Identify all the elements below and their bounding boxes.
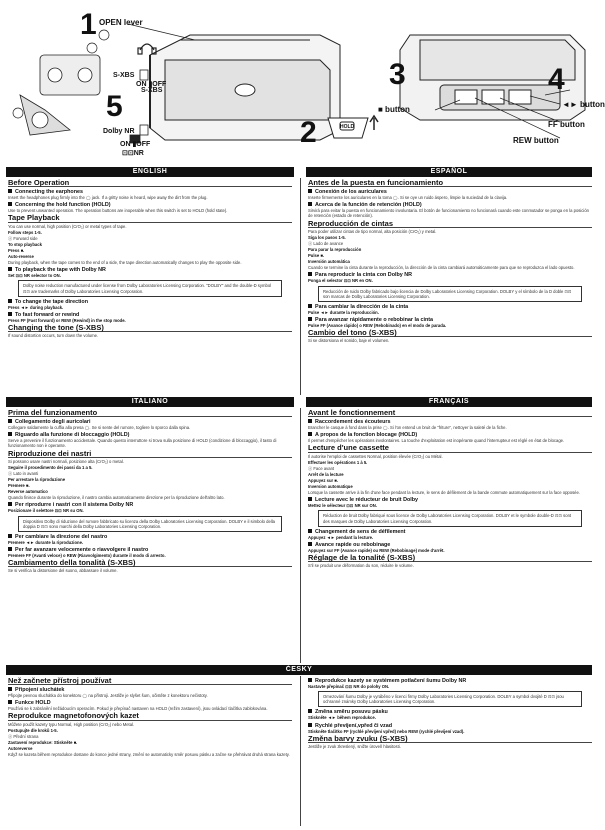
subheading: Lecture avec le réducteur de bruit Dolby — [308, 497, 592, 503]
paragraph: Brancher le casque à fond dans la prise ◯. Si l'on entend un bruit de "friture", nettoyer la saleté de la fiche. — [308, 425, 507, 431]
paragraph: Posizionare il selettore ⊡⊡ NR su ON. — [8, 508, 84, 514]
paragraph: Mettez le sélecteur ⊡⊡ NR sur ON. — [308, 503, 377, 509]
cesky-column-right — [308, 676, 592, 750]
step-1-number: 1 — [80, 8, 97, 41]
heading-changing-tone: Změna barvy zvuku (S-XBS) — [308, 736, 592, 743]
heading-before-operation: Before Operation — [8, 180, 292, 187]
paragraph: Autoreverse — [8, 745, 33, 751]
paragraph: Collegare saldamente la cuffia alla presa ◯. Se si sente del rumore, togliere lo sporco dalla spina. — [8, 425, 191, 431]
paragraph: Premere ◄► durante la riproduzione. — [8, 539, 84, 545]
italiano-column — [8, 408, 292, 574]
subheading: Per riprodurre i nastri con il sistema Dolby NR — [8, 502, 292, 508]
hold-switch-label: HOLD — [340, 124, 355, 130]
heading-before-operation: Antes de la puesta en funcionamiento — [308, 180, 592, 187]
subheading: Avance rapide ou rebobinage — [308, 542, 592, 548]
paragraph: Cuando se termine la cinta durante la reproducción, la dirección de la cinta cambiará automáticamente para que se reproduzca el lado opuesto. — [308, 265, 575, 271]
paragraph: Press FF (Fast forward) or REW (Rewind) in the stop mode. — [8, 317, 126, 323]
step-3-number: 3 — [389, 58, 406, 91]
section-cesky: ČESKY — [6, 665, 592, 675]
francais-column — [308, 408, 592, 569]
subheading: Reprodukce kazety se systémem potlačení šumu Dolby NR — [308, 678, 592, 684]
column-divider — [300, 408, 301, 663]
subheading: Para avanzar rápidamente o rebobinar la cinta — [308, 317, 592, 323]
instruction-figure — [0, 0, 605, 160]
paragraph: Premere FF (Avanti veloce) o REW (Riavvolgimento) durante il modo di arresto. — [8, 552, 166, 558]
paragraph: Use to prevent unwanted operation. The operation buttons are inoperable when this switch is set to HOLD (hold state). — [8, 208, 228, 214]
heading-tape-playback: Lecture d'une cassette — [308, 445, 592, 452]
column-divider — [300, 676, 301, 826]
espanol-column — [308, 178, 592, 344]
paragraph: Para poder utilizar cintas de tipo normal, alta posición (CrO₂) y metal. — [308, 228, 437, 234]
heading-tape-playback: Riproduzione dei nastri — [8, 451, 292, 458]
paragraph: Reverse automatico — [8, 489, 48, 495]
paragraph: ⓐ Lato in avanti — [8, 470, 39, 476]
subheading: Changement de sens de défilement — [308, 529, 592, 535]
dolby-notice: Dispositivo Dolby di riduzione del rumore fabbricato su licenza della Dolby Laboratories Licensing Corporation. DOLBY e il simbolo della doppia D ⊡⊡ sono marchi della Dolby Laboratories Licensing Corporation. — [18, 516, 282, 532]
subheading: Para reproducir la cinta con Dolby NR — [308, 272, 592, 278]
section-espanol: ESPAÑOL — [306, 167, 592, 177]
subheading: Funkce HOLD — [8, 700, 292, 706]
subheading: Acerca de la función de retención (HOLD) — [308, 202, 592, 208]
heading-changing-tone: Cambio del tono (S-XBS) — [308, 330, 592, 337]
nr-on-off-label: ON ▮OFF — [120, 141, 151, 148]
paragraph: Nastavte přepínač ⊡⊡ NR do polohy ON. — [308, 684, 390, 690]
subheading: To change the tape direction — [8, 299, 292, 305]
paragraph: Když se kazeta během reprodukce dostane do konce jedné strany, změní se automaticky směr posuvu pásku a začne se přehrávat druhá strana kazety. — [8, 752, 290, 758]
heading-tape-playback: Reprodukce magnetofonových kazet — [8, 713, 292, 720]
paragraph: Si possono usare nastri normali, posizione alta (CrO₂) o metal. — [8, 458, 124, 464]
paragraph: Můžete použít kazety typu Normal, High position (CrO₂) nebo Metal. — [8, 721, 135, 727]
paragraph: ⓐ Face avant — [308, 465, 335, 471]
paragraph: Inversión automática — [308, 259, 350, 265]
step-2-number: 2 — [300, 116, 317, 149]
paragraph: Quando finisce durante la riproduzione, il nastro cambia automaticamente direzione per la riproduzione dell'altro lato. — [8, 495, 225, 501]
subheading: Para cambiar la dirección de la cinta — [308, 304, 592, 310]
paragraph: To stop playback — [8, 241, 42, 247]
paragraph: Pulse FF (Avance rápido) o REW (Rebobinado) en el modo de parada. — [308, 322, 447, 328]
heading-before-operation: Prima del funzionamento — [8, 410, 292, 417]
paragraph: Appuyez sur ■. — [308, 477, 338, 483]
subheading: Connecting the earphones — [8, 189, 292, 195]
dolby-notice: Dolby noise reduction manufactured under license from Dolby Laboratories Licensing Corporation. "DOLBY" and the double-D symbol ⊡⊡ are trademarks of Dolby Laboratories Licensing Corporation. — [18, 280, 282, 296]
paragraph: Set ⊡⊡ NR selector to ON. — [8, 273, 61, 279]
paragraph: Stiskněte ◄► během reprodukce. — [308, 715, 376, 721]
sxbs-label: S-XBS — [113, 72, 135, 79]
heading-before-operation: Než začnete přístroj používat — [8, 678, 292, 685]
paragraph: Appuyez sur FF (Avance rapide) ou REW (Rebobinage) mode d'arrêt. — [308, 547, 445, 553]
stop-button-label: ■ button — [378, 105, 410, 114]
paragraph: Siga los pasos 1-5. — [308, 234, 346, 240]
paragraph: Ponga el selector ⊡⊡ NR en ON. — [308, 278, 373, 284]
paragraph: Si se distorsiona el sonido, baje el volumen. — [308, 338, 390, 344]
subheading: Collegamento degli auricolari — [8, 419, 292, 425]
dolby-notice: Reducción de ruido Dolby fabricado bajo licencia de Dolby Laboratories Licensing Corporation. DOLBY y el símbolo de la D doble ⊡⊡ son marcas de Dolby Laboratories Licensing Corporation. — [318, 286, 582, 302]
paragraph: Stiskněte tlačítko FF (rychlé převíjení vpřed) nebo REW (rychlé převíjení vzad). — [308, 728, 465, 734]
heading-changing-tone: Cambiamento della tonalità (S-XBS) — [8, 560, 292, 567]
paragraph: Jestliže je zvuk zkreslený, snižte úroveň hlasitosti. — [308, 743, 401, 749]
paragraph: During playback, when the tape comes to the end of a side, the tape direction automatically changes to play the opposite side. — [8, 260, 242, 266]
subheading: To playback the tape with Dolby NR — [8, 267, 292, 273]
section-francais: FRANÇAIS — [306, 397, 592, 407]
subheading: A propos de la fonction blocage (HOLD) — [308, 432, 592, 438]
paragraph: ⓐ Lado de avance — [308, 240, 344, 246]
heading-before-operation: Avant le fonctionnement — [308, 410, 592, 417]
cesky-column-left — [8, 676, 292, 758]
paragraph: If sound distortion occurs, turn down the volume. — [8, 333, 99, 339]
paragraph: Appuyez ◄► pendant la lecture. — [308, 534, 374, 540]
heading-tape-playback: Reproducción de cintas — [308, 221, 592, 228]
paragraph: Il permet d'empêcher les opérations involontaires. La touche d'exploitation est inopérante quand l'interrupteur est réglé en état de blocage. — [308, 438, 565, 444]
paragraph: Inserte firmemente los auriculares en la toma ◯. Si se oye un ruido áspero, limpie la suciedad de la clavija. — [308, 195, 508, 201]
dolby-nr-symbol-label: ⊡⊡NR — [122, 150, 144, 157]
paragraph: Používá se k zabránění nežádoucím operacím. Pokud je přepínač nastaven na HOLD (režim zastavení), jsou ovládací tlačítka zablokována. — [8, 706, 268, 712]
heading-changing-tone: Changing the tone (S-XBS) — [8, 325, 292, 332]
paragraph: Zastavení reprodukce: Stiskněte ■. — [8, 739, 78, 745]
section-italiano: ITALIANO — [6, 397, 294, 407]
paragraph: Sirvirá para evitar la puesta en funcionamiento involuntaria. El botón de funcionamiento no funcionará cuando este conmutador se ponga en la posición de retención (estado de retención). — [308, 208, 589, 219]
paragraph: Seguire il procedimento dei passi da 1 a 5. — [8, 464, 93, 470]
paragraph: Premere ■. — [8, 483, 30, 489]
open-lever-label: OPEN lever — [99, 18, 143, 27]
subheading: Rychlé převíjení,vpřed či vzad — [308, 723, 592, 729]
sxbs-label-2: S-XBS — [141, 87, 163, 94]
subheading: Riguardo alla funzione di bloccaggio (HOLD) — [8, 432, 292, 438]
subheading: Připojení sluchátek — [8, 687, 292, 693]
paragraph: Postupujte dle kroků 1-5. — [8, 727, 58, 733]
subheading: Per cambiare la direzione del nastro — [8, 534, 292, 540]
direction-button-label: ◄► button — [562, 100, 605, 109]
heading-tape-playback: Tape Playback — [8, 215, 292, 222]
rew-button-label: REW button — [513, 136, 559, 145]
paragraph: Připojte pevnou sluchátka do konektoru ◯ na přístroji. Jestliže je slyšet šum, očistěte z konektoru nečistoty. — [8, 693, 208, 699]
english-column — [8, 178, 292, 339]
paragraph: Effectuer les opérations 1 à 5. — [308, 459, 368, 465]
sxbs-on-off-label: ON ▮OFF — [136, 81, 167, 88]
subheading: To fast forward or rewind — [8, 312, 292, 318]
ff-button-label: FF button — [548, 120, 585, 129]
paragraph: Serve a prevenire il funzionamento accidentale. Quando questo interruttore si trova sulla posizione di HOLD (condizione di bloccaggio), il tasto di funzionamento non è operante. — [8, 438, 277, 449]
paragraph: Follow steps 1-5. — [8, 229, 42, 235]
step-4-number: 4 — [548, 63, 565, 96]
paragraph: Pulse ◄► durante la reproducción. — [308, 309, 379, 315]
paragraph: Para parar la reproducción — [308, 246, 362, 252]
paragraph: Press ■. — [8, 247, 25, 253]
headphone-icon — [138, 44, 156, 54]
paragraph: Inversion automatique — [308, 484, 353, 490]
paragraph: Lorsque la cassette arrive à la fin d'une face pendant la lecture, le sens de défilement de la bande commute automatiquement sur la face opposée. — [308, 490, 580, 496]
paragraph: You can use normal, high position (CrO₂) or metal types of tape. — [8, 223, 127, 229]
subheading: Raccordement des écouteurs — [308, 419, 592, 425]
subheading: Per far avanzare velocemente o riavvolgere il nastro — [8, 547, 292, 553]
subheading: Conexión de los auriculares — [308, 189, 592, 195]
paragraph: Press ◄► during playback. — [8, 304, 64, 310]
dolby-notice: Omezování šumu Dolby je vyráběno v licenci firmy Dolby Laboratories Licensing Corporation. DOLBY a symbol dvojité D ⊡⊡ jsou ochranné známky Dolby Laboratories Licensing Corporation. — [318, 691, 582, 707]
paragraph: Per arrestare la riproduzione — [8, 476, 66, 482]
paragraph: Arrêt de la lecture — [308, 471, 344, 477]
paragraph: Pulse ■. — [308, 253, 325, 259]
subheading: Concerning the hold function (HOLD) — [8, 202, 292, 208]
paragraph: S'il se produit une déformation du son, réduire le volume. — [308, 563, 414, 569]
paragraph: Auto-reverse — [8, 254, 34, 260]
paragraph: ⓐ Přední strana — [8, 733, 39, 739]
dolby-nr-label: Dolby NR — [103, 128, 135, 135]
section-english: ENGLISH — [6, 167, 294, 177]
paragraph: Insert the headphones plug firmly into the ◯ jack. If a gritty noise is heard, wipe away the dirt from the plug. — [8, 195, 208, 201]
column-divider — [300, 178, 301, 395]
heading-changing-tone: Réglage de la tonalité (S-XBS) — [308, 555, 592, 562]
step-5-number: 5 — [106, 90, 123, 123]
paragraph: Il autorise l'emploi de cassettes Normal, position élevée (CrO₂) ou Métal. — [308, 453, 443, 459]
paragraph: ⓐ Forward side — [8, 235, 38, 241]
dolby-notice: Réduction de bruit Dolby fabriqué sous licence de Dolby Laboratories Licensing Corporation. DOLBY et le symbole double-D ⊡⊡ sont des marques de Dolby Laboratories Licensing Corporation. — [318, 510, 582, 526]
paragraph: Se si verifica la distorsione del suono, abbassare il volume. — [8, 568, 118, 574]
subheading: Změna směru posuvu pásku — [308, 709, 592, 715]
